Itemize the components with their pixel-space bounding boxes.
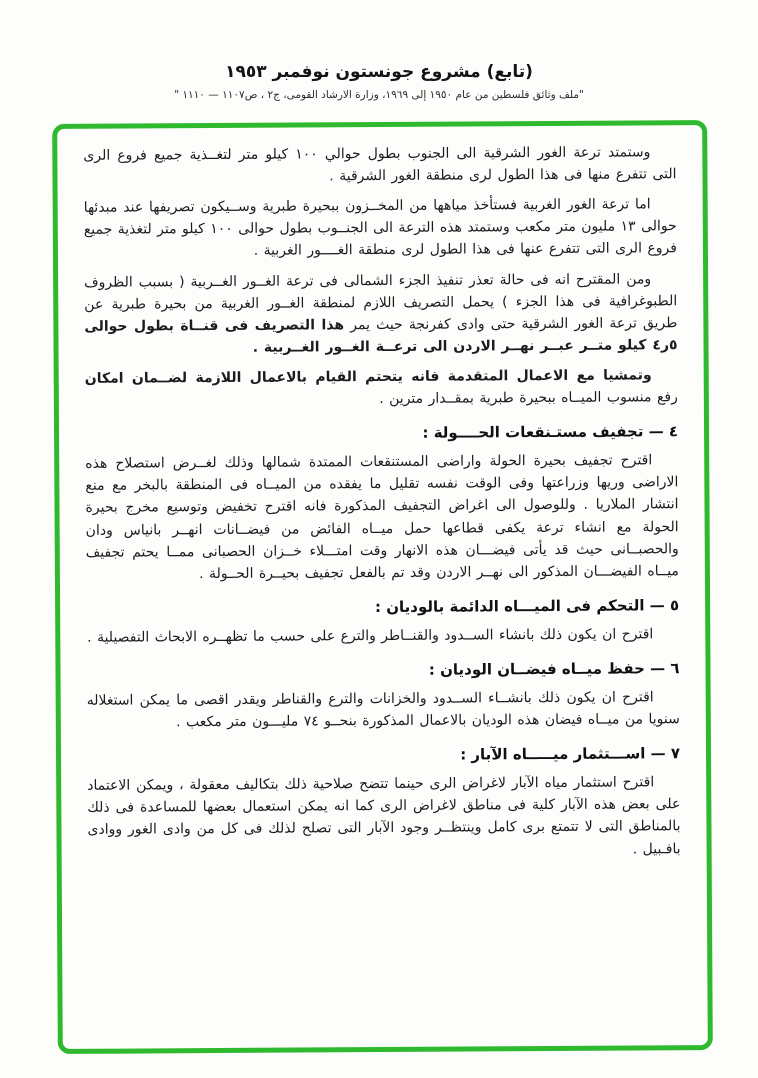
paragraph: اقترح استثمار مياه الآبار لاغراض الرى حينما تتضح صلاحية ذلك بتكاليف معقولة ، ويمكن الاعتماد على بعض هذه الآبار كلية فى مناطق لاغراض الرى كما انه يمكن استعمال بعضها للمساعدة فى ذلك بالمناطق التى لا تتمتع برى كامل وينتظــر وجود الآبار التى تصلح لذلك فى كل من وادى الغور ووادى بافـبيل . — [87, 774, 681, 857]
document-reference: "ملف وثائق فلسطين من عام ١٩٥٠ إلى ١٩٦٩، وزارة الارشاد القومى، ج٢ ، ص١١٠٧ — ١١١٠ " — [174, 89, 584, 101]
document-title: (تابع) مشروع جونستون نوفمبر ١٩٥٣ — [225, 62, 533, 82]
paragraph — [85, 364, 678, 412]
paragraph-bold-text: وتمشيا مع الاعمال المتقدمة فانه يتحتم القيام بالاعمال اللازمة لضــمان امكان — [84, 367, 652, 387]
paragraph: وستمتد ترعة الغور الشرقية الى الجنوب بطول حوالي ١٠٠ كيلو متر لتغــذية جميع فروع الرى التى تتفرع منها فى هذا الطول لرى منطقة الغور الشرقية . — [83, 144, 677, 185]
section-heading-6: ٦ — حفظ ميــاه فيضــان الوديان : — [428, 659, 680, 679]
green-annotation-frame — [52, 120, 713, 1054]
document-header — [0, 0, 758, 101]
section-heading-5: ٥ — التحكم فى الميـــاه الدائمة بالوديان : — [374, 596, 680, 616]
paragraph-bold-text: هذا التصريف فى قنــاة بطول حوالى ٥ر٤ كيلو متــر عبــر نهــر الاردن الى ترعــة الغــور الغــربية . — [84, 316, 678, 356]
section-heading-4: ٤ — تجفيف مستـنقعات الحــــولة : — [422, 422, 679, 442]
paragraph-text: رفع منسوب الميــاه ببحيرة طبرية بمقــدار مترين . — [379, 389, 678, 408]
paragraph: اقترح ان يكون ذلك بانشاء الســدود والقنــاطر والترع على حسب ما تظهــره الابحاث التفصيلية . — [87, 626, 654, 646]
paragraph: اما ترعة الغور الغربية فستأخذ مياهها من المخــزون ببحيرة طبرية وســيكون تصريفها عند مبدئها حوالى ١٣ مليون متر مكعب وستمتد هذه الترعة الى الجنــوب بطول حوالى ١٠٠ كيلو متر لتغذية جميع فروع الرى التى تتفرع عنها فى هذا الطول لرى منطقة الغــــور الغربية . — [83, 196, 677, 260]
section-heading-7: ٧ — اســـتثمار ميـــــاه الآبار : — [460, 744, 681, 764]
paragraph: اقترح تجفيف بحيرة الحولة واراضى المستنقعات الممتدة شمالها وذلك لغــرض استصلاح هذه الاراضى وريها وزراعتها وفى الوقت نفسه تقليل ما يفقده من الميــاه فى المنطقة بالبخر مع منع انتشار الملاريا . وللوصول الى اغراض التجفيف المذكورة فانه اقترح تخفيض وتوسيع مخرج بحيرة الحولة مع انشاء ترعة يكفى قطاعها حمل ميــاه الفائض من فيضــانات انهــر بانياس ودان والحصبــانى حيث قد يأتى فيضـــان هذه الانهار وقت امتـــلاء خــزان الحصبانى ممــا يحتم تجفيف ميــاه الفيضـــان المذكور الى نهــر الاردن وقد تم بالفعل تجفيف بحيــرة الحــولة . — [85, 452, 679, 582]
paragraph: اقترح ان يكون ذلك بانشــاء الســدود والخزانات والترع والقناطر ويقدر اقصى ما يمكن استغلاله سنويا من ميــاه فيضان هذه الوديان بالاعمال المذكورة بنحــو ٧٤ مليـــون متر مكعب . — [86, 689, 680, 731]
paragraph — [84, 268, 678, 360]
paragraph-text: ومن المقترح انه فى حالة تعذر تنفيذ الجزء الشمالى فى ترعة الغــور الغــربية ( بسبب الظروف الطبوغرافية فى هذا الجزء ) يحمل التصريف اللازم لمنطقة الغــور الغربية من بحيرة طبرية عن طريق ترعة الغور الشرقية حتى وادى كفرنجة حيث يمر — [84, 270, 678, 333]
